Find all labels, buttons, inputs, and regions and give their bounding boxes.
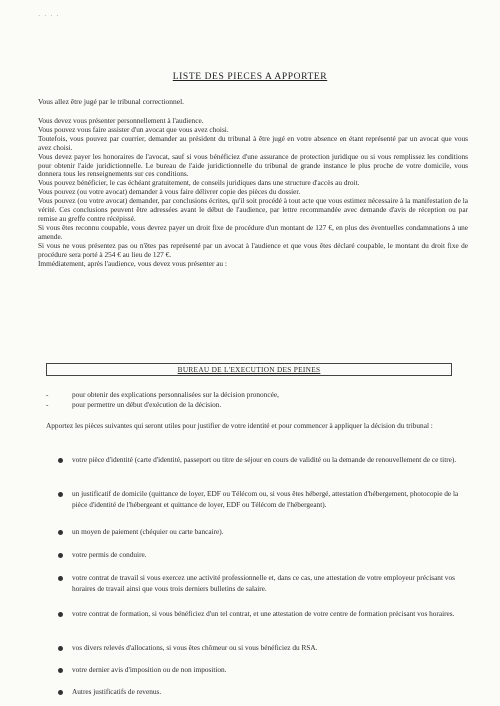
paragraph: Vous devez vous présenter personnellement à l'audience. xyxy=(38,116,204,125)
list-item: votre contrat de travail si vous exercez une activité professionnelle et, dans ce cas, une attestation de votre employeur précisant vos horaires de travail ainsi que vous trois derniers bulletins de salaire. xyxy=(58,573,462,594)
bullet-icon xyxy=(58,646,63,651)
bullet-icon xyxy=(58,458,63,463)
header-mark: · · · · xyxy=(38,12,60,20)
list-item: vos divers relevés d'allocations, si vous êtes chômeur ou si vous bénéficiez du RSA. xyxy=(58,643,462,654)
bullet-icon xyxy=(58,530,63,535)
rights-block xyxy=(38,117,468,268)
list-item: Autres justificatifs de revenus. xyxy=(58,687,462,698)
list-item: - pour obtenir des explications personnalisées sur la décision prononcée, xyxy=(46,390,466,400)
bullet-icon xyxy=(58,612,63,617)
list-item: votre pièce d'identité (carte d'identité, passeport ou titre de séjour en cours de validité ou la demande de renouvellement de ce titre). xyxy=(58,455,462,466)
paragraph: Vous devez payer les honoraires de l'avocat, sauf si vous bénéficiez d'une assurance de protection juridique ou si vous remplissez les conditions pour obtenir l'aide juridictionnelle. Le bureau de l'aide juridictionnelle du tribunal de grande instance le plus proche de votre domicile, vous donnera tous les renseignements sur ces conditions. xyxy=(38,151,468,179)
bullet-icon xyxy=(58,668,63,673)
paragraph: Vous pouvez (ou votre avocat) demander, par conclusions écrites, qu'il soit procédé à tout acte que vous estimez nécessaire à la manifestation de la vérité. Ces conclusions peuvent être adressées avant le début de l'audience, par lettre recommandée avec demande d'avis de réception ou par remise au greffe contre récépissé. xyxy=(38,196,468,223)
paragraph: Toutefois, vous pouvez par courrier, demander au président du tribunal à être jugé en votre absence en étant représenté par un avocat que vous avez choisi. xyxy=(38,133,468,152)
section-box-execution-peines: BUREAU DE L'EXECUTION DES PEINES xyxy=(46,363,452,376)
bullet-icon xyxy=(58,576,63,581)
bullet-icon xyxy=(58,553,63,558)
paragraph: Vous pouvez bénéficier, le cas échéant gratuitement, de conseils juridiques dans une structure d'accès au droit. xyxy=(38,178,360,188)
paragraph: Vous pouvez vous faire assister d'un avocat que vous avez choisi. xyxy=(38,124,229,134)
list-item: votre permis de conduire. xyxy=(58,550,462,561)
paragraph: Vous pouvez (ou votre avocat) demander à vous faire délivrer copie des pièces du dossier. xyxy=(38,187,301,197)
intro-text: Vous allez être jugé par le tribunal correctionnel. xyxy=(38,97,185,106)
bullet-icon xyxy=(58,690,63,695)
list-item: votre dernier avis d'imposition ou de non imposition. xyxy=(58,665,462,676)
list-item: votre contrat de formation, si vous bénéficiez d'un tel contrat, et une attestation de votre centre de formation précisant vos horaires. xyxy=(58,609,462,620)
paragraph: Si vous êtes reconnu coupable, vous devrez payer un droit fixe de procédure d'un montant de 127 €, en plus des éventuelles condamnations à une amende. xyxy=(38,222,468,241)
list-item: un moyen de paiement (chéquier ou carte bancaire). xyxy=(58,527,462,538)
purpose-list xyxy=(46,390,466,409)
list-item: - pour permettre un début d'exécution de la décision. xyxy=(46,400,466,410)
apportez-text: Apportez les pièces suivantes qui seront utiles pour justifier de votre identité et pour commencer à appliquer la décision du tribunal : xyxy=(46,421,433,430)
list-item: un justificatif de domicile (quittance de loyer, EDF ou Télécom ou, si vous êtes hébergé, attestation d'hébergement, photocopie de la pièce d'identité de l'hébergeant et quittance de loyer, EDF ou Télécom de l'hébergeant). xyxy=(58,489,462,510)
paragraph: Immédiatement, après l'audience, vous devez vous présenter au : xyxy=(38,258,227,268)
document-title: LISTE DES PIECES A APPORTER xyxy=(172,72,328,82)
bullet-icon xyxy=(58,492,63,497)
paragraph: Si vous ne vous présentez pas ou n'êtes pas représenté par un avocat à l'audience et que vous êtes déclaré coupable, le montant du droit fixe de procédure sera porté à 254 € au lieu de 127 €. xyxy=(38,240,468,259)
